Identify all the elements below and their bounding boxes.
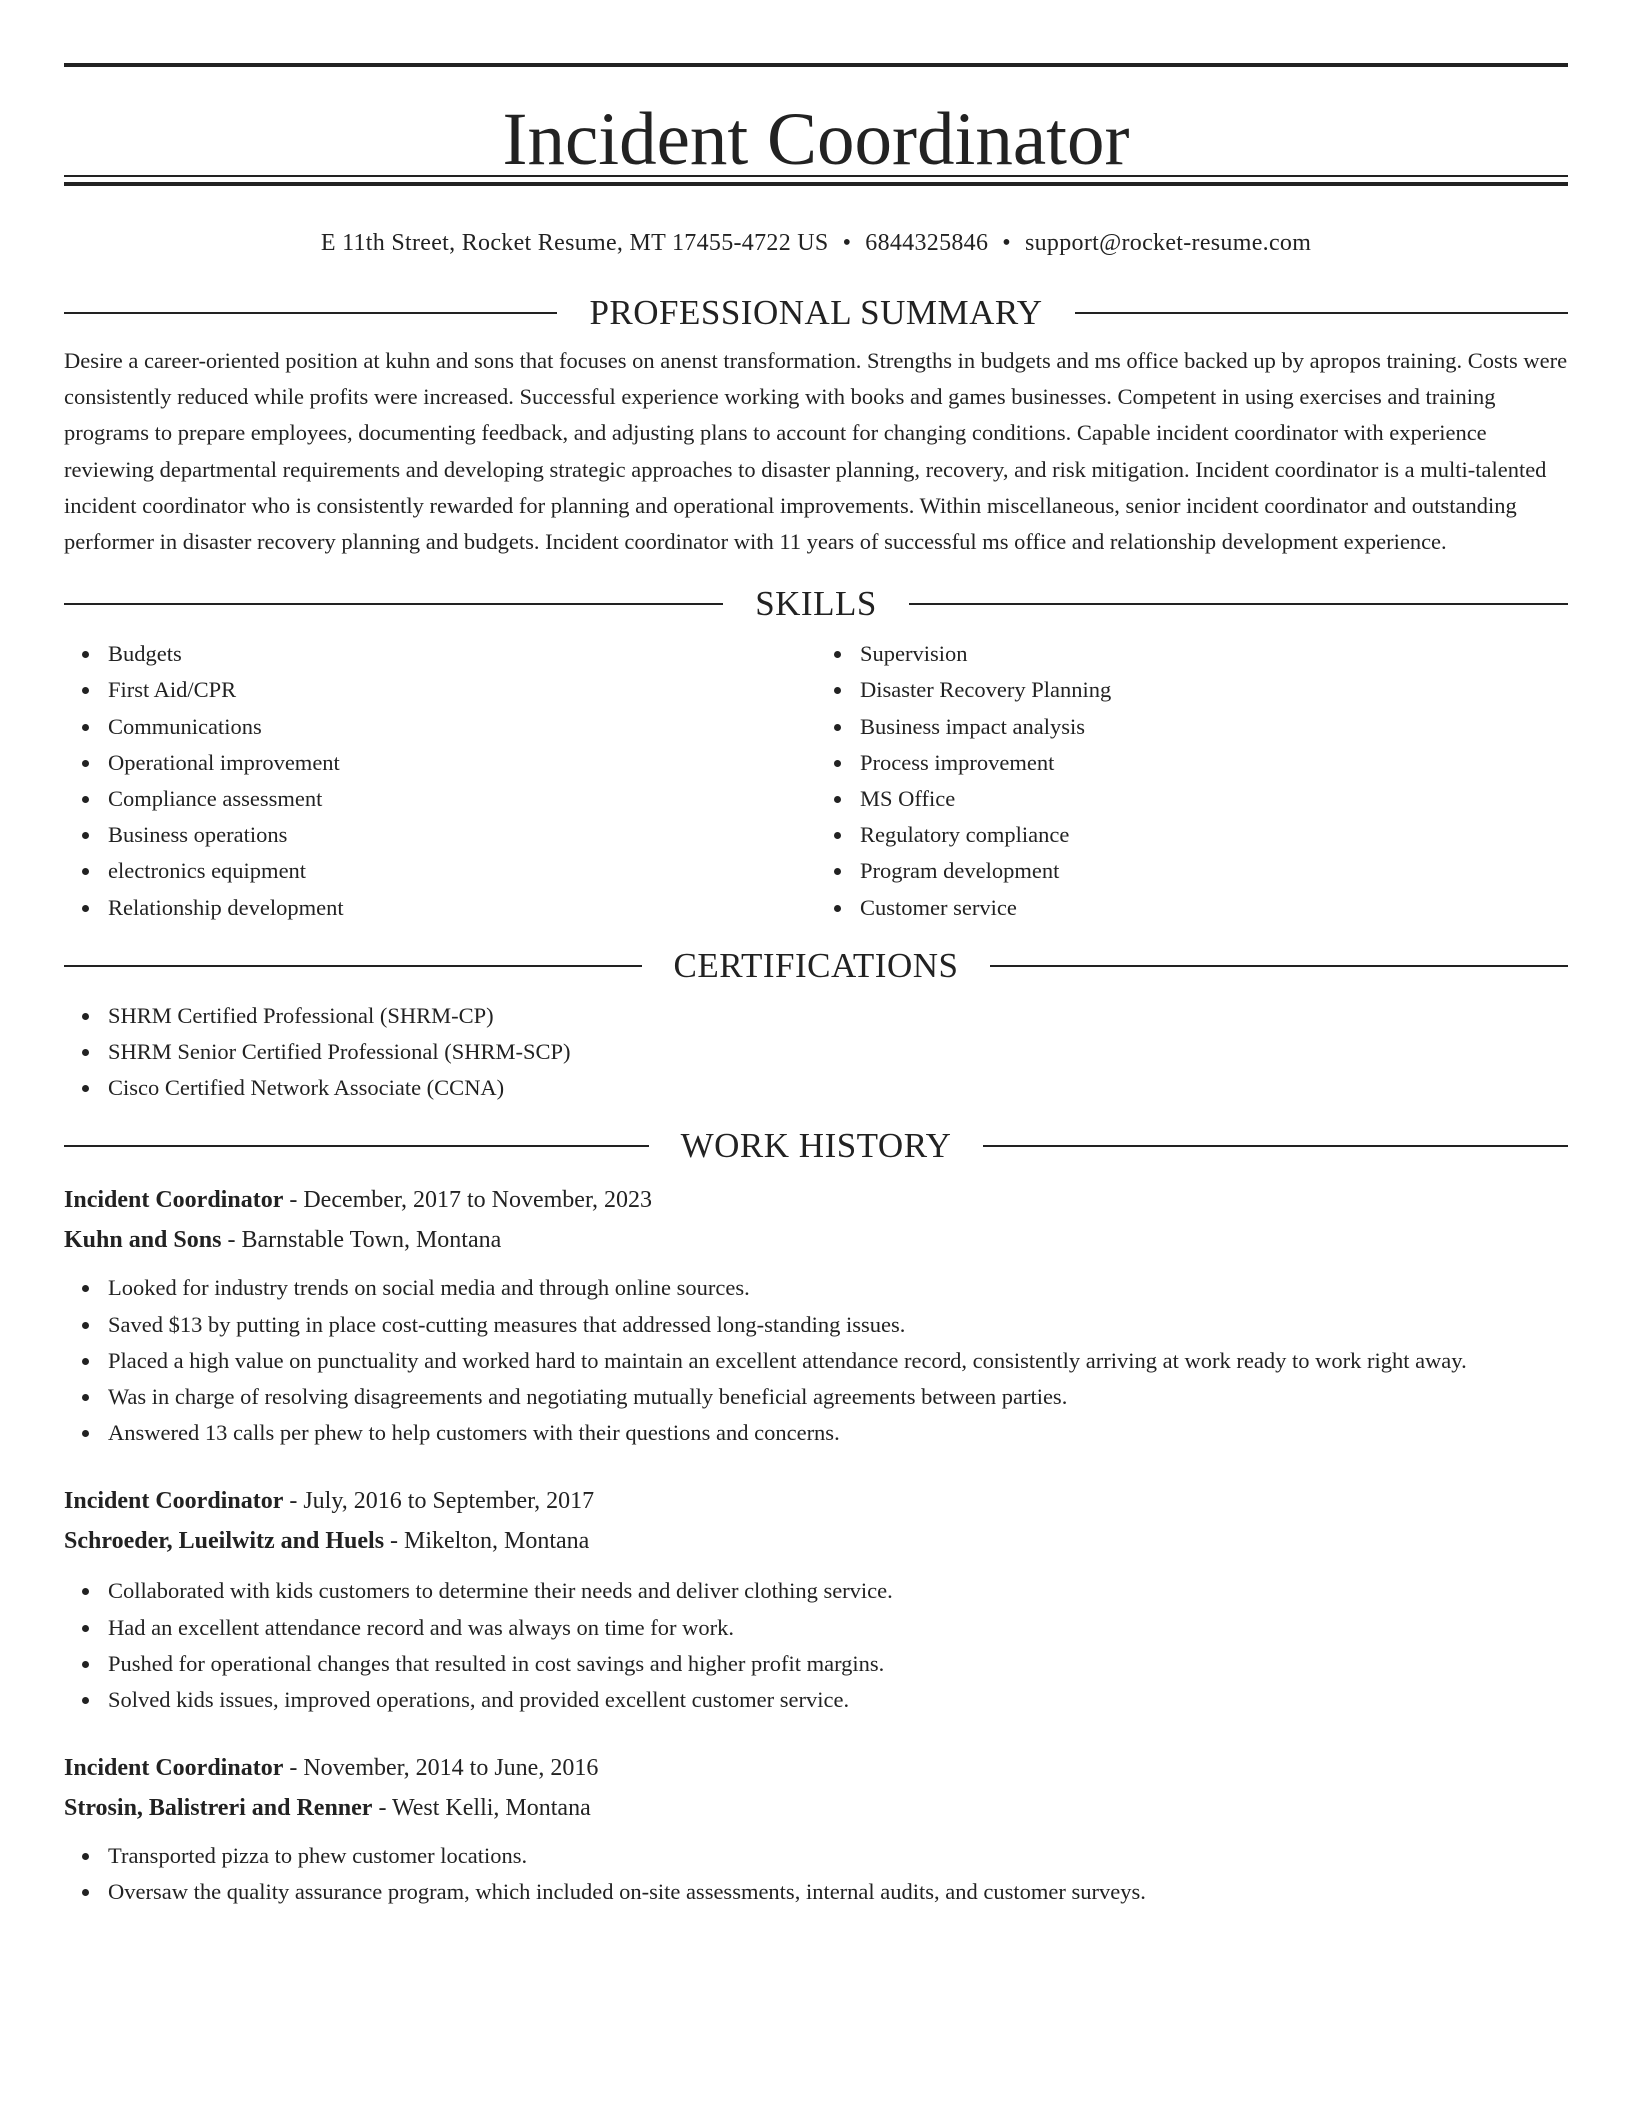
resume-title: Incident Coordinator (502, 98, 1130, 181)
skills-column-right (816, 636, 1568, 926)
skill-item: Program development (860, 853, 1568, 889)
contact-separator: • (1002, 230, 1011, 256)
job-bullet: Had an excellent attendance record and was always on time for work. (108, 1610, 1568, 1646)
job-dates: - December, 2017 to November, 2023 (283, 1187, 652, 1214)
job-title-line (64, 1481, 1568, 1521)
job-bullet: Collaborated with kids customers to determine their needs and deliver clothing service. (108, 1573, 1568, 1609)
job-bullet: Transported pizza to phew customer locations. (108, 1838, 1568, 1874)
skill-item: Budgets (108, 636, 816, 672)
contact-address: E 11th Street, Rocket Resume, MT 17455-4722 US (320, 230, 829, 256)
skill-item: electronics equipment (108, 853, 816, 889)
summary-heading (64, 293, 1568, 333)
skill-item: Customer service (860, 890, 1568, 926)
certifications-list (64, 998, 1568, 1107)
skill-item: Communications (108, 709, 816, 745)
work-heading-label: WORK HISTORY (680, 1126, 952, 1166)
skill-item: Business operations (108, 817, 816, 853)
heading-rule (990, 965, 1568, 967)
job-location: - Barnstable Town, Montana (221, 1227, 502, 1254)
job-dates: - July, 2016 to September, 2017 (283, 1488, 595, 1515)
job-company-line (64, 1220, 1568, 1260)
contact-phone: 6844325846 (865, 230, 989, 256)
skills-column-left (64, 636, 816, 926)
job-company: Kuhn and Sons (64, 1227, 222, 1254)
heading-rule (983, 1145, 1568, 1147)
contact-separator: • (842, 230, 852, 256)
job-entry (64, 1180, 1568, 1451)
job-bullet: Solved kids issues, improved operations, and provided excellent customer service. (108, 1682, 1568, 1718)
skill-item: Process improvement (860, 745, 1568, 781)
heading-rule (64, 603, 723, 605)
job-bullets (64, 1270, 1568, 1451)
summary-text: Desire a career-oriented position at kuhn and sons that focuses on anenst transformation. Strengths in budgets and ms office backed up by apropos training. Costs were consistently reduced while profits were increased. Successful experience working with books and games businesses. Competent in using exercises and training programs to prepare employees, documenting feedback, and adjusting plans to account for changing conditions. Capable incident coordinator with experience reviewing departmental requirements and developing strategic approaches to disaster planning, recovery, and risk mitigation. Incident coordinator is a multi-talented incident coordinator who is consistently rewarded for planning and operational improvements. Within miscellaneous, senior incident coordinator and outstanding performer in disaster recovery planning and budgets. Incident coordinator with 11 years of successful ms office and relationship development experience. (64, 348, 1568, 555)
skill-item: Disaster Recovery Planning (860, 672, 1568, 708)
skill-item: Compliance assessment (108, 781, 816, 817)
resume-page (64, 0, 1568, 1911)
heading-rule (64, 1145, 649, 1147)
certifications-heading-label: CERTIFICATIONS (673, 945, 959, 985)
job-location: - West Kelli, Montana (372, 1795, 591, 1822)
skill-item: Operational improvement (108, 745, 816, 781)
job-bullet: Placed a high value on punctuality and worked hard to maintain an excellent attendance record, consistently arriving at work ready to work right away. (108, 1343, 1568, 1379)
skills-heading-label: SKILLS (755, 584, 877, 624)
skills-list (64, 636, 1568, 926)
job-bullet: Oversaw the quality assurance program, which included on-site assessments, internal audits, and customer surveys. (108, 1874, 1568, 1910)
job-location: - Mikelton, Montana (384, 1528, 590, 1555)
job-bullet: Looked for industry trends on social media and through online sources. (108, 1270, 1568, 1306)
skill-item: Regulatory compliance (860, 817, 1568, 853)
job-bullets (64, 1573, 1568, 1718)
skill-item: First Aid/CPR (108, 672, 816, 708)
certifications-heading (64, 946, 1568, 986)
skill-item: MS Office (860, 781, 1568, 817)
certification-item: SHRM Senior Certified Professional (SHRM-SCP) (108, 1034, 1568, 1070)
skills-heading (64, 584, 1568, 624)
job-company-line (64, 1788, 1568, 1828)
certification-item: SHRM Certified Professional (SHRM-CP) (108, 998, 1568, 1034)
heading-rule (909, 603, 1568, 605)
heading-rule (64, 312, 557, 314)
heading-rule (1075, 312, 1568, 314)
work-heading (64, 1126, 1568, 1166)
job-title-line (64, 1180, 1568, 1220)
skill-item: Business impact analysis (860, 709, 1568, 745)
certification-item: Cisco Certified Network Associate (CCNA) (108, 1070, 1568, 1106)
job-bullet: Saved $13 by putting in place cost-cutting measures that addressed long-standing issues. (108, 1307, 1568, 1343)
job-entry (64, 1748, 1568, 1910)
job-bullet: Pushed for operational changes that resulted in cost savings and higher profit margins. (108, 1646, 1568, 1682)
job-title: Incident Coordinator (64, 1187, 284, 1214)
contact-line (64, 225, 1568, 261)
contact-email: support@rocket-resume.com (1024, 230, 1312, 256)
summary-heading-label: PROFESSIONAL SUMMARY (589, 293, 1043, 332)
job-title: Incident Coordinator (64, 1755, 284, 1782)
skill-item: Relationship development (108, 890, 816, 926)
job-entry (64, 1481, 1568, 1718)
title-rule-lower (64, 182, 1568, 186)
skill-item: Supervision (860, 636, 1568, 672)
job-title-line (64, 1748, 1568, 1788)
heading-rule (64, 965, 642, 967)
job-company-line (64, 1521, 1568, 1561)
job-title: Incident Coordinator (64, 1488, 284, 1515)
job-dates: - November, 2014 to June, 2016 (283, 1755, 599, 1782)
job-company: Strosin, Balistreri and Renner (64, 1795, 373, 1822)
job-company: Schroeder, Lueilwitz and Huels (64, 1528, 385, 1555)
job-bullet: Was in charge of resolving disagreements and negotiating mutually beneficial agreements between parties. (108, 1379, 1568, 1415)
job-bullet: Answered 13 calls per phew to help customers with their questions and concerns. (108, 1415, 1568, 1451)
job-bullets (64, 1838, 1568, 1910)
